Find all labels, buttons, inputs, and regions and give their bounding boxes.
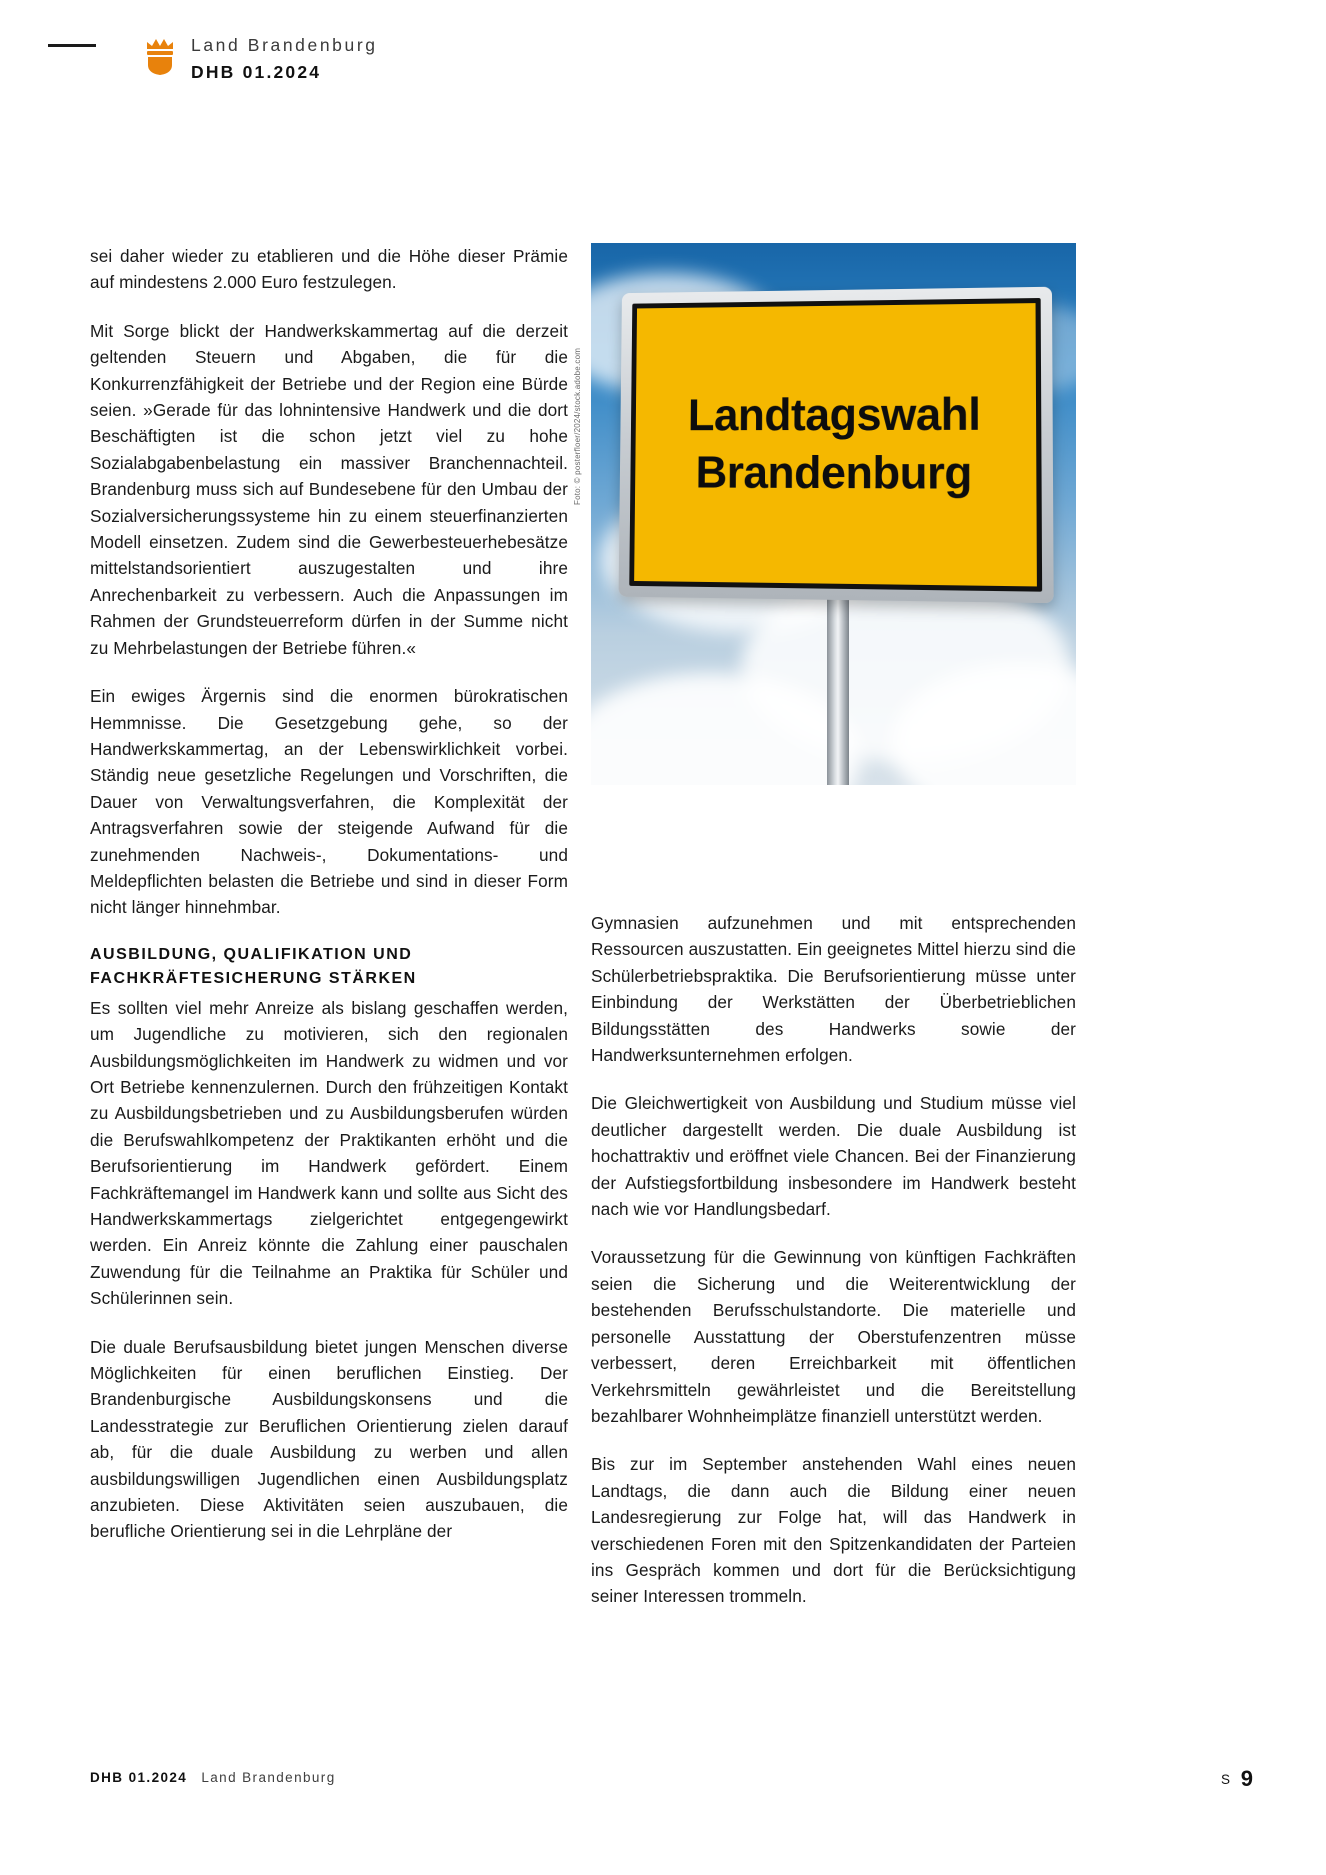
header-organization: Land Brandenburg <box>191 35 378 55</box>
footer-issue: DHB 01.2024 <box>90 1770 188 1785</box>
paragraph: Mit Sorge blickt der Handwerkskammertag auf die derzeit geltenden Steuern und Abgaben, die für die Konkurrenzfähigkeit der Betriebe und der Region eine Bürde seien. »Gerade für das lohnintensive Handwerk und die dort Beschäftigten ist die schon jetzt viel zu hohe Sozialabgabenbelastung ein massiver Branchennachteil. Brandenburg muss sich auf Bundesebene für den Umbau der Sozialversicherungssysteme hin zu einem steuerfinanzierten Modell einsetzen. Zudem sind die Gewerbesteuerhebesätze mittelstandsorientiert auszugestalten und ihre Anrechenbarkeit zu verbessern. Auch die Anpassungen im Rahmen der Grundsteuerreform dürfen in der Summe nicht zu Mehrbelastungen der Betriebe führen.« <box>90 320 568 658</box>
sign-post <box>827 595 849 785</box>
header-text-block <box>191 34 378 84</box>
footer-organization: Land Brandenburg <box>201 1770 336 1785</box>
crown-emblem-icon <box>143 36 177 76</box>
header-issue: DHB 01.2024 <box>191 62 322 82</box>
paragraph: Gymnasien aufzunehmen und mit entsprechenden Ressourcen auszustatten. Ein geeignetes Mittel hierzu sind die Schülerbetriebspraktika. Die Berufsorientierung müsse unter Einbindung der Werkstätten der Überbetrieblichen Bildungsstätten des Handwerks sowie der Handwerksunternehmen erfolgen. <box>591 913 1076 1066</box>
page-footer <box>90 1766 1254 1792</box>
paragraph: Die Gleichwertigkeit von Ausbildung und Studium müsse viel deutlicher dargestellt werden. Die duale Ausbildung ist hochattraktiv und eröffnet viele Chancen. Bei der Finanzierung der Aufstiegsfortbildung insbesondere im Handwerk besteht nach wie vor Handlungsbedarf. <box>591 1093 1076 1220</box>
footer-page <box>1221 1766 1254 1792</box>
page-prefix: S <box>1220 1772 1231 1787</box>
paragraph: sei daher wieder zu etablieren und die Höhe dieser Prämie auf mindestens 2.000 Euro festzulegen. <box>90 246 568 293</box>
sign-text-line2: Brandenburg <box>695 446 972 499</box>
article-photo <box>591 243 1076 785</box>
paragraph: Es sollten viel mehr Anreize als bislang geschaffen werden, um Jugendliche zu motivieren, sich den regionalen Ausbildungsmöglichkeiten im Handwerk zu widmen und vor Ort Betriebe kennenzulernen. Durch den frühzeitigen Kontakt zu Ausbildungsbetrieben und zu Ausbildungsberufen würden die Berufswahlkompetenz der Praktikanten erhöht und die Berufsorientierung im Handwerk gefördert. Einem Fachkräftemangel im Handwerk kann und sollte aus Sicht des Handwerkskammertags zielgerichtet entgegengewirkt werden. Ein Anreiz könnte die Zahlung einer pauschalen Zuwendung für die Teilnahme an Praktika für Schüler und Schülerinnen sein. <box>90 997 568 1309</box>
paragraph: Ein ewiges Ärgernis sind die enormen bürokratischen Hemmnisse. Die Gesetzgebung gehe, so der Handwerkskammertag, an der Lebenswirklichkeit vorbei. Ständig neue gesetzliche Regelungen und Vorschriften, die Dauer von Verwaltungsverfahren, die Komplexität der Antragsverfahren sowie der steigende Aufwand für die zunehmenden Nachweis-, Dokumentations- und Meldepflichten belasten die Betriebe und sind in dieser Form nicht länger hinnehmbar. <box>90 686 568 918</box>
section-subheading: AUSBILDUNG, QUALIFIKATION UND FACHKRÄFTESICHERUNG STÄRKEN <box>90 945 417 987</box>
footer-left <box>90 1770 336 1785</box>
paragraph: Die duale Berufsausbildung bietet jungen Menschen diverse Möglichkeiten für einen beruflichen Einstieg. Der Brandenburgische Ausbildungskonsens und die Landesstrategie zur Beruflichen Orientierung zielen darauf ab, für die duale Ausbildung zu werben und allen ausbildungswilligen Jugendlichen einen Ausbildungsplatz anzubieten. Diese Aktivitäten seien auszubauen, die berufliche Orientierung sei in die Lehrpläne der <box>90 1336 568 1542</box>
paragraph: Bis zur im September anstehenden Wahl eines neuen Landtags, die dann auch die Bildung einer neuen Landesregierung zur Folge hat, will das Handwerk in verschiedenen Foren mit den Spitzenkandidaten der Parteien ins Gespräch kommen und dort für die Berücksichtigung seiner Interessen trommeln. <box>591 1454 1076 1607</box>
page-number: 9 <box>1240 1766 1254 1791</box>
sign-text-line1: Landtagswahl <box>687 388 981 441</box>
right-text-column <box>591 910 1076 1610</box>
sign-text <box>620 385 1054 503</box>
page-header <box>48 34 1278 94</box>
photo-credit: Foto: © posterfloer/2024/stock.adobe.com <box>573 347 582 505</box>
paragraph: Voraussetzung für die Gewinnung von künftigen Fachkräften seien die Sicherung und die Weiterentwicklung der bestehenden Berufsschulstandorte. Die materielle und personelle Ausstattung der Oberstufenzentren müsse verbessert, deren Erreichbarkeit mit öffentlichen Verkehrsmitteln gewährleistet und die Bereitstellung bezahlbarer Wohnheimplätze finanziell unterstützt werden. <box>591 1247 1076 1426</box>
header-rule <box>48 44 96 47</box>
town-sign <box>619 287 1054 603</box>
left-text-column <box>90 243 568 1545</box>
